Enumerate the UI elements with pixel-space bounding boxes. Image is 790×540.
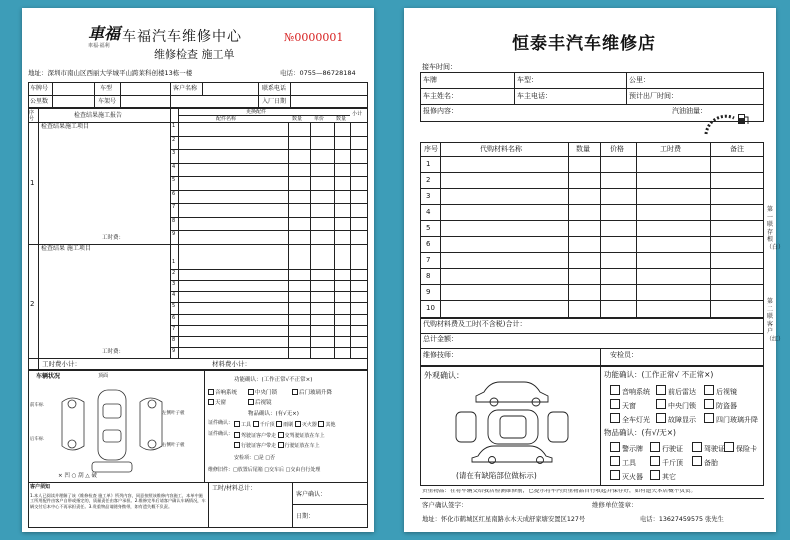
item-check[interactable]: 工具 — [610, 456, 636, 467]
vehicle-status-title: 车辆状况 — [36, 373, 61, 380]
function-item[interactable]: 前后雷达 — [656, 385, 696, 396]
item-check[interactable]: 其它 — [650, 470, 676, 481]
plate-field[interactable]: 车牌 — [423, 76, 437, 84]
left-repair-form — [22, 8, 374, 532]
work-order-table — [28, 108, 368, 370]
func-lock[interactable]: 中央门锁 — [248, 389, 277, 397]
left-row-number: 6 — [172, 314, 176, 321]
safety-check: 安检项：□是 □否 — [234, 455, 276, 461]
block-2-label: 2 — [30, 300, 35, 308]
items-check-title: 物品确认：(有√无×) — [248, 411, 299, 417]
item-check[interactable]: 行驶证 — [650, 442, 683, 453]
left-row-number: 1 — [172, 123, 176, 129]
th-remark: 备注 — [730, 145, 744, 153]
item-check[interactable]: 千斤顶 — [650, 456, 683, 467]
car-outline-diagram — [448, 380, 578, 464]
item-row3: 行驶证客户带走 行驶证放在车上 — [234, 442, 320, 449]
form-subtitle: 维修检查 施工单 — [154, 48, 235, 61]
cert-label: 证件确认： — [208, 420, 234, 426]
side-label-1: 第一联存根（白） — [766, 206, 785, 251]
left-row-number: 4 — [172, 292, 176, 299]
total-sum: 工时/材料总计： — [212, 485, 257, 492]
th-material: 代购材料名称 — [480, 145, 522, 153]
plate-label: 车牌号 — [30, 85, 49, 92]
item-row1: 工具 千斤顶 雨刷 灭火器 其他 — [234, 421, 335, 428]
owner-name-field[interactable]: 车主姓名： — [423, 92, 458, 100]
subtotal-header: 小计 — [352, 111, 363, 117]
labor-fee-1: 工时费： — [102, 235, 125, 241]
left-row-number: 4 — [172, 163, 176, 170]
function-item[interactable]: 音响系统 — [610, 385, 650, 396]
fuel-level-label: 汽油油量： — [672, 107, 707, 115]
fuel-pump-icon — [738, 114, 748, 124]
brand-logo — [88, 26, 120, 48]
items-title: 物品确认：(有√/无×) — [604, 428, 676, 437]
function-check-title: 功能确认：(工作正常√不正常×) — [234, 377, 313, 383]
left-row-number: 9 — [172, 347, 176, 354]
right-row-number: 4 — [426, 208, 431, 216]
technician[interactable]: 维修技师： — [423, 351, 458, 359]
logo-slogan: 車福·福利 — [88, 43, 110, 49]
right-row-number: 10 — [426, 304, 435, 312]
owner-phone-field[interactable]: 车主电话： — [517, 92, 552, 100]
th-price: 价格 — [610, 145, 624, 153]
item-check[interactable]: 保险卡 — [724, 442, 757, 453]
form-number: №0000001 — [284, 31, 344, 44]
function-item[interactable]: 中央门锁 — [656, 399, 696, 410]
model-field[interactable]: 车型： — [517, 76, 538, 84]
function-title: 功能确认：(工作正常√ 不正常×) — [604, 370, 714, 379]
amount-header: 数量 — [336, 116, 347, 122]
brand-name: 车福汽车维修中心 — [122, 29, 242, 45]
left-row-number: 2 — [172, 270, 176, 277]
notice-text: 1.本人已阅读并理解了该《维修检查 施工单》所列内容，同意按照该维修内容施工，本单中施工所用配件由客户自带或指定的，质量责任由客户承担。2.维修完毕后请客户确认车辆情况，车辆交付后本中心不再承担责任。3.贵重物品请随身携带，如有遗失概不负责。 — [30, 493, 206, 509]
left-row-number: 8 — [172, 217, 176, 224]
exterior-title: 外观确认： — [424, 371, 464, 380]
cert-label-2: 证件确认： — [208, 431, 234, 437]
price-header: 单价 — [314, 116, 325, 122]
rear-logo-label: 后车标 — [30, 437, 44, 442]
shop-phone: 电话：0755—86728184 — [280, 69, 356, 77]
func-audio[interactable]: 音响系统 — [208, 389, 237, 397]
left-row-number: 6 — [172, 190, 176, 197]
left-row-number: 7 — [172, 325, 176, 332]
th-seq: 序号 — [424, 145, 438, 153]
left-row-number: 3 — [172, 281, 176, 288]
damage-legend: × 凹 ○ 刮 △ 破 — [58, 473, 97, 479]
side-label-2: 第二联客户（红） — [766, 298, 785, 343]
mileage-label: 公里数 — [30, 98, 49, 105]
function-item[interactable]: 后视镜 — [704, 385, 737, 396]
right-row-number: 8 — [426, 272, 431, 280]
fuel-gauge — [704, 112, 750, 136]
left-row-number: 5 — [172, 177, 176, 184]
function-item[interactable]: 全车灯光 — [610, 413, 650, 424]
item-check[interactable]: 备胎 — [692, 456, 718, 467]
item-check[interactable]: 警示牌 — [610, 442, 643, 453]
grand-total[interactable]: 总计金额： — [423, 335, 458, 343]
left-row-number: 9 — [172, 231, 176, 238]
vehicle-diagram — [42, 382, 182, 474]
logo-text: 車福 — [88, 24, 121, 43]
parts-header: 更换配件 — [246, 109, 267, 115]
model-label: 车型 — [100, 85, 113, 92]
mileage-field[interactable]: 公里： — [629, 76, 650, 84]
right-row-number: 7 — [426, 256, 431, 264]
th-labor: 工时费 — [660, 145, 681, 153]
customer-name-label: 客户名称 — [173, 85, 198, 92]
block-1-title: 检查结果施工项目 — [41, 123, 90, 130]
right-fender-label: 右侧叶子板 — [162, 443, 185, 448]
materials-table — [420, 142, 764, 318]
labor-total: 工时费小计： — [42, 360, 81, 368]
customer-sign[interactable]: 客户确认签字： — [422, 501, 468, 509]
contact-phone-label: 联系电话 — [262, 85, 287, 92]
right-repair-form — [404, 8, 785, 532]
front-logo-label: 前车标 — [30, 403, 44, 408]
report-content[interactable]: 报修内容： — [423, 107, 458, 115]
block-1-label: 1 — [30, 179, 35, 187]
vin-label: 车架号 — [98, 98, 117, 105]
left-row-number: 3 — [172, 150, 176, 157]
purchase-total[interactable]: 代购材料费及工时(不含税)合计： — [423, 320, 527, 328]
right-phone: 电话：13627459575 张先生 — [640, 516, 724, 523]
right-row-number: 6 — [426, 240, 431, 248]
shop-address: 地址：深圳市南山区西丽大学城平山跨莱科创楼13栋一楼 — [28, 69, 193, 77]
mark-hint: (请在有缺陷部位做标示) — [456, 471, 537, 480]
entry-date-label: 入厂日期 — [262, 98, 287, 105]
item-check[interactable]: 驾驶证 — [692, 442, 725, 453]
left-row-number: 2 — [172, 136, 176, 143]
intake-time[interactable]: 接车时间： — [422, 63, 457, 71]
item-row2: 驾驶证客户带走 交驾驶证放在车上 — [234, 432, 325, 439]
function-item[interactable]: 四门玻璃升降 — [704, 413, 758, 424]
inspector[interactable]: 安检员： — [610, 351, 638, 359]
date-field[interactable]: 日期： — [296, 513, 315, 520]
right-row-number: 5 — [426, 224, 431, 232]
qty-header: 数量 — [292, 116, 303, 122]
function-item[interactable]: 故障显示 — [656, 413, 696, 424]
th-qty: 数量 — [576, 145, 590, 153]
right-address: 地址：怀化市鹤城区红星南路水木天成舒家塘安置区127号 — [422, 516, 586, 523]
material-total: 材料费小计： — [212, 360, 251, 368]
left-row-number: 7 — [172, 204, 176, 211]
exit-time-field[interactable]: 预计出厂时间： — [629, 92, 678, 100]
right-row-number: 2 — [426, 176, 431, 184]
left-row-number: 8 — [172, 336, 176, 343]
item-check[interactable]: 灭火器 — [610, 470, 643, 481]
function-item[interactable]: 天窗 — [610, 399, 636, 410]
notice-title: 客户须知 — [30, 484, 51, 490]
func-mirror[interactable]: 后视镜 — [248, 399, 272, 407]
left-row-number: 1 — [172, 259, 176, 265]
top-face-label: 顶面 — [98, 373, 109, 379]
right-row-number: 9 — [426, 288, 431, 296]
func-sunroof[interactable]: 天窗 — [208, 399, 226, 407]
block-2-title: 检查结果 施工项目 — [41, 245, 91, 252]
check-header: 检查结果施工报告 — [74, 112, 123, 119]
shop-title: 恒泰丰汽车维修店 — [512, 34, 656, 54]
valuables-note: 贵重物品：在将车辆交给我店检测维修前，已提示将车内贵重物品自行收起并保存好，如有遗失本店概不负责。 — [422, 489, 697, 494]
func-window[interactable]: 后门玻璃升降 — [292, 389, 332, 397]
right-row-number: 3 — [426, 192, 431, 200]
old-parts: 维修旧件：□放置后尾箱 □交车后 □交由自行处理 — [208, 467, 321, 473]
seq-header: 序号 — [29, 110, 35, 122]
function-item[interactable]: 防盗器 — [704, 399, 737, 410]
repair-sign[interactable]: 维修单位签章： — [592, 501, 638, 509]
customer-confirm[interactable]: 客户确认： — [296, 491, 327, 498]
right-row-number: 1 — [426, 160, 431, 168]
part-name-header: 配件名称 — [216, 116, 237, 122]
left-row-number: 5 — [172, 303, 176, 310]
labor-fee-2: 工时费： — [102, 349, 125, 355]
left-fender-label: 左侧叶子板 — [162, 411, 185, 416]
